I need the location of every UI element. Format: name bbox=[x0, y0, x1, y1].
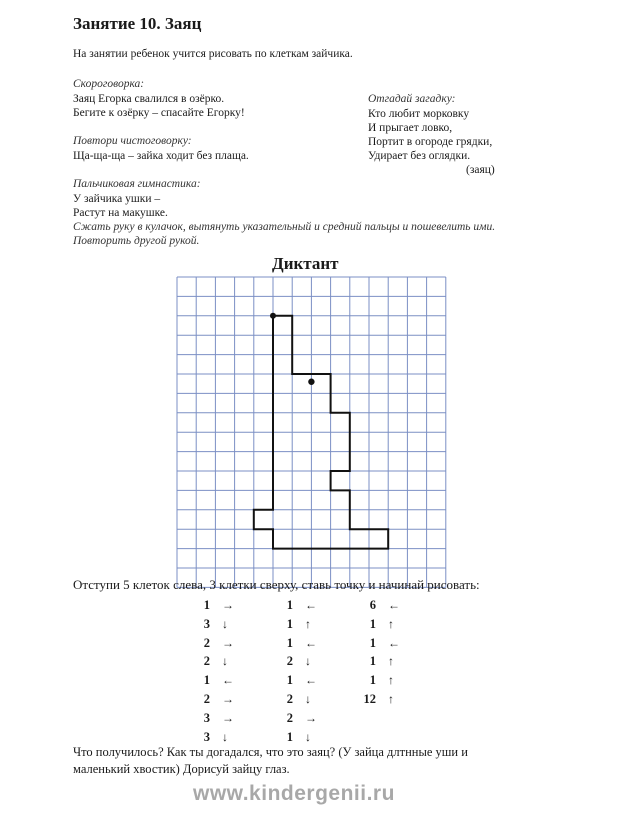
finger-gym-line: У зайчика ушки – bbox=[73, 193, 161, 205]
arrow-up-icon: ↑ bbox=[388, 616, 394, 631]
arrow-right-icon: → bbox=[222, 692, 234, 706]
tongue-twister-line: Бегите к озёрку – спасайте Егорку! bbox=[73, 107, 245, 119]
riddle-line: Кто любит морковку bbox=[368, 108, 470, 120]
pure-saying-line: Ща-ща-ща – зайка ходит без плаща. bbox=[73, 150, 249, 162]
arrow-down-icon: ↓ bbox=[222, 616, 228, 631]
step-count: 1 bbox=[286, 635, 293, 650]
footer-url: www.kindergenii.ru bbox=[193, 782, 395, 805]
finger-gym-instruction: Повторить другой рукой. bbox=[73, 235, 200, 247]
arrow-left-icon: ← bbox=[305, 598, 317, 612]
step-count: 2 bbox=[286, 654, 293, 669]
riddle-heading: Отгадай загадку: bbox=[368, 93, 456, 105]
step-count: 3 bbox=[203, 729, 210, 744]
step-count: 3 bbox=[203, 616, 210, 631]
step-count: 2 bbox=[203, 692, 210, 706]
intro-text: На занятии ребенок учится рисовать по клеткам зайчика. bbox=[73, 48, 353, 60]
dictation-title: Диктант bbox=[272, 254, 339, 273]
question-line: Что получилось? Как ты догадался, что это заяц? (У зайца длтнные уши и bbox=[73, 745, 468, 759]
step-count: 1 bbox=[286, 598, 293, 612]
arrow-up-icon: ↑ bbox=[305, 616, 311, 631]
step-count: 1 bbox=[286, 673, 293, 688]
arrow-down-icon: ↓ bbox=[305, 729, 311, 744]
arrow-right-icon: → bbox=[222, 598, 234, 612]
step-count: 1 bbox=[203, 598, 210, 612]
step-count: 1 bbox=[369, 673, 376, 688]
step-count: 1 bbox=[369, 616, 376, 631]
riddle-line: И прыгает ловко, bbox=[368, 122, 453, 134]
finger-gym-instruction: Сжать руку в кулачок, вытянуть указательный и средний пальцы и пошевелить ими. bbox=[73, 221, 496, 233]
arrow-left-icon: ← bbox=[305, 635, 317, 650]
arrow-right-icon: → bbox=[305, 710, 317, 725]
page-title: Занятие 10. Заяц bbox=[73, 14, 202, 33]
step-count: 1 bbox=[286, 616, 293, 631]
step-count: 1 bbox=[286, 729, 293, 744]
arrow-left-icon: ← bbox=[388, 635, 400, 650]
step-count: 1 bbox=[369, 635, 376, 650]
step-count: 2 bbox=[286, 710, 293, 725]
dictation-instruction: Отступи 5 клеток слева, 3 клетки сверху, ставь точку и начинай рисовать: bbox=[73, 577, 480, 592]
arrow-right-icon: → bbox=[222, 635, 234, 650]
riddle-answer: (заяц) bbox=[466, 164, 495, 176]
riddle-line: Удирает без оглядки. bbox=[368, 150, 471, 162]
tongue-twister-heading: Скороговорка: bbox=[73, 78, 145, 90]
arrow-right-icon: → bbox=[222, 710, 234, 725]
step-count: 1 bbox=[369, 654, 376, 669]
step-count: 1 bbox=[203, 673, 210, 688]
eye-dot bbox=[308, 379, 314, 385]
step-count: 2 bbox=[286, 692, 293, 706]
step-count: 2 bbox=[203, 635, 210, 650]
question-line: маленький хвостик) Дорисуй зайцу глаз. bbox=[73, 762, 290, 776]
arrow-down-icon: ↓ bbox=[222, 654, 228, 669]
arrow-up-icon: ↑ bbox=[388, 673, 394, 688]
arrow-up-icon: ↑ bbox=[388, 654, 394, 669]
arrow-up-icon: ↑ bbox=[388, 692, 394, 706]
riddle-line: Портит в огороде грядки, bbox=[368, 136, 493, 148]
arrow-down-icon: ↓ bbox=[222, 729, 228, 744]
step-count: 3 bbox=[203, 710, 210, 725]
start-dot bbox=[270, 313, 276, 319]
arrow-down-icon: ↓ bbox=[305, 654, 311, 669]
finger-gym-heading: Пальчиковая гимнастика: bbox=[73, 178, 201, 190]
pure-saying-heading: Повтори чистоговорку: bbox=[73, 135, 192, 147]
step-count: 6 bbox=[369, 598, 376, 612]
arrow-left-icon: ← bbox=[388, 598, 400, 612]
finger-gym-line: Растут на макушке. bbox=[73, 207, 168, 219]
step-count: 2 bbox=[203, 654, 210, 669]
arrow-down-icon: ↓ bbox=[305, 692, 311, 706]
arrow-left-icon: ← bbox=[305, 673, 317, 688]
tongue-twister-line: Заяц Егорка свалился в озёрко. bbox=[73, 93, 225, 105]
arrow-left-icon: ← bbox=[222, 673, 234, 688]
step-count: 12 bbox=[363, 692, 376, 706]
